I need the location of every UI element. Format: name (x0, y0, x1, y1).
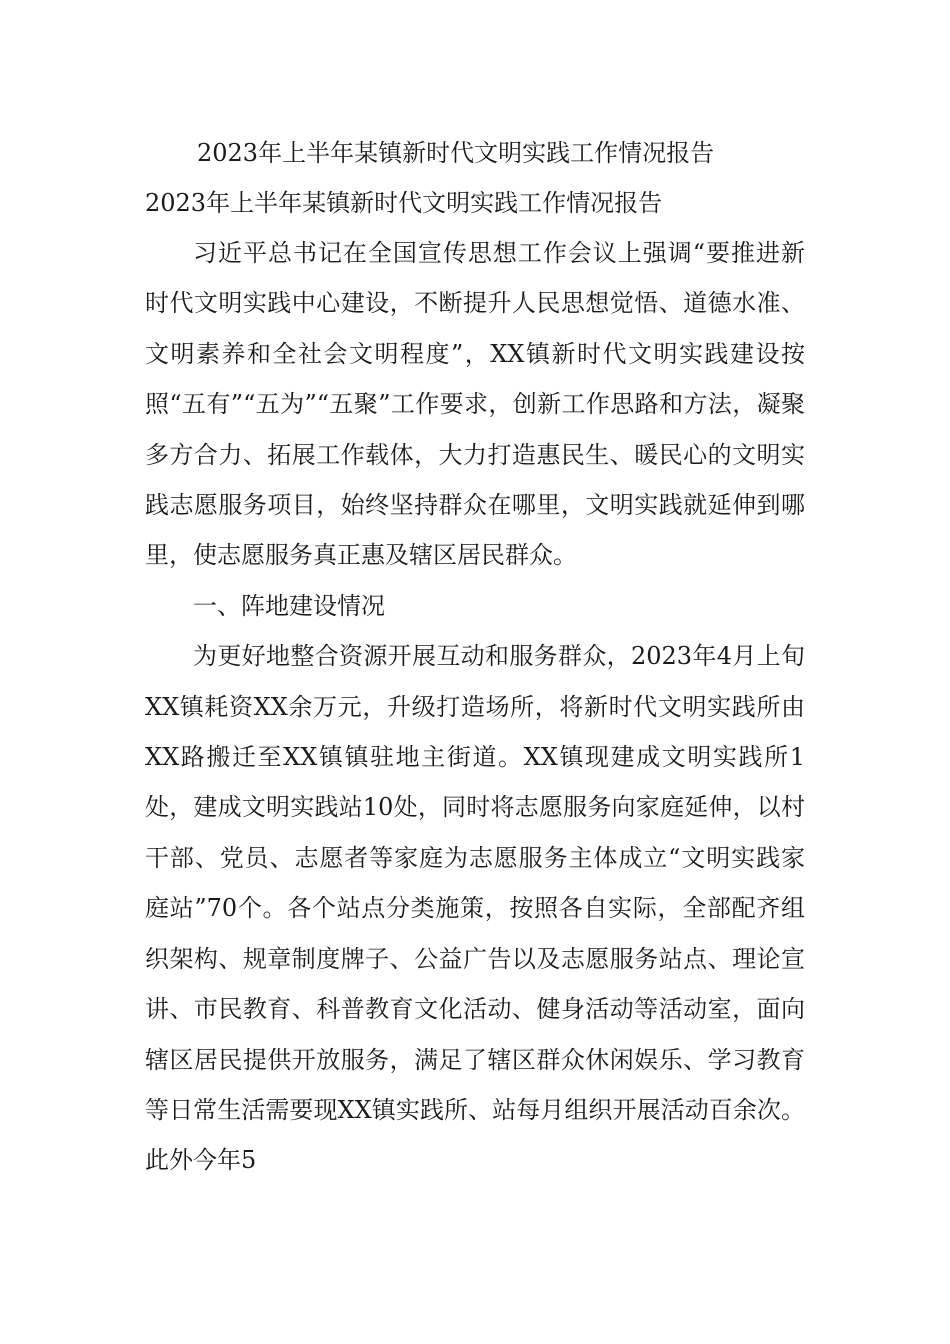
section-paragraph: 为更好地整合资源开展互动和服务群众，2023年4月上旬XX镇耗资XX余万元，升级打造场所，将新时代文明实践所由XX路搬迁至XX镇镇驻地主街道。XX镇现建成文明实践所1处，建成文明实践站10处，同时将志愿服务向家庭延伸，以村干部、党员、志愿者等家庭为志愿服务主体成立“文明实践家庭站”70个。各个站点分类施策，按照各自实际，全部配齐组织架构、规章制度牌子、公益广告以及志愿服务站点、理论宣讲、市民教育、科普教育文化活动、健身活动等活动室，面向辖区居民提供开放服务，满足了辖区群众休闲娱乐、学习教育等日常生活需要现XX镇实践所、站每月组织开展活动百余次。此外今年5 (145, 642, 805, 1175)
section-heading: 一、阵地建设情况 (193, 591, 385, 620)
document-title: 2023年上半年某镇新时代文明实践工作情况报告 (197, 139, 715, 167)
document-subtitle: 2023年上半年某镇新时代文明实践工作情况报告 (145, 189, 663, 217)
document-page (145, 128, 805, 1186)
intro-paragraph: 习近平总书记在全国宣传思想工作会议上强调“要推进新时代文明实践中心建设，不断提升人民思想觉悟、道德水准、文明素养和全社会文明程度”，XX镇新时代文明实践建设按照“五有”“五为”“五聚”工作要求，创新工作思路和方法，凝聚多方合力、拓展工作载体，大力打造惠民生、暖民心的文明实践志愿服务项目，始终坚持群众在哪里，文明实践就延伸到哪里，使志愿服务真正惠及辖区居民群众。 (145, 239, 805, 570)
